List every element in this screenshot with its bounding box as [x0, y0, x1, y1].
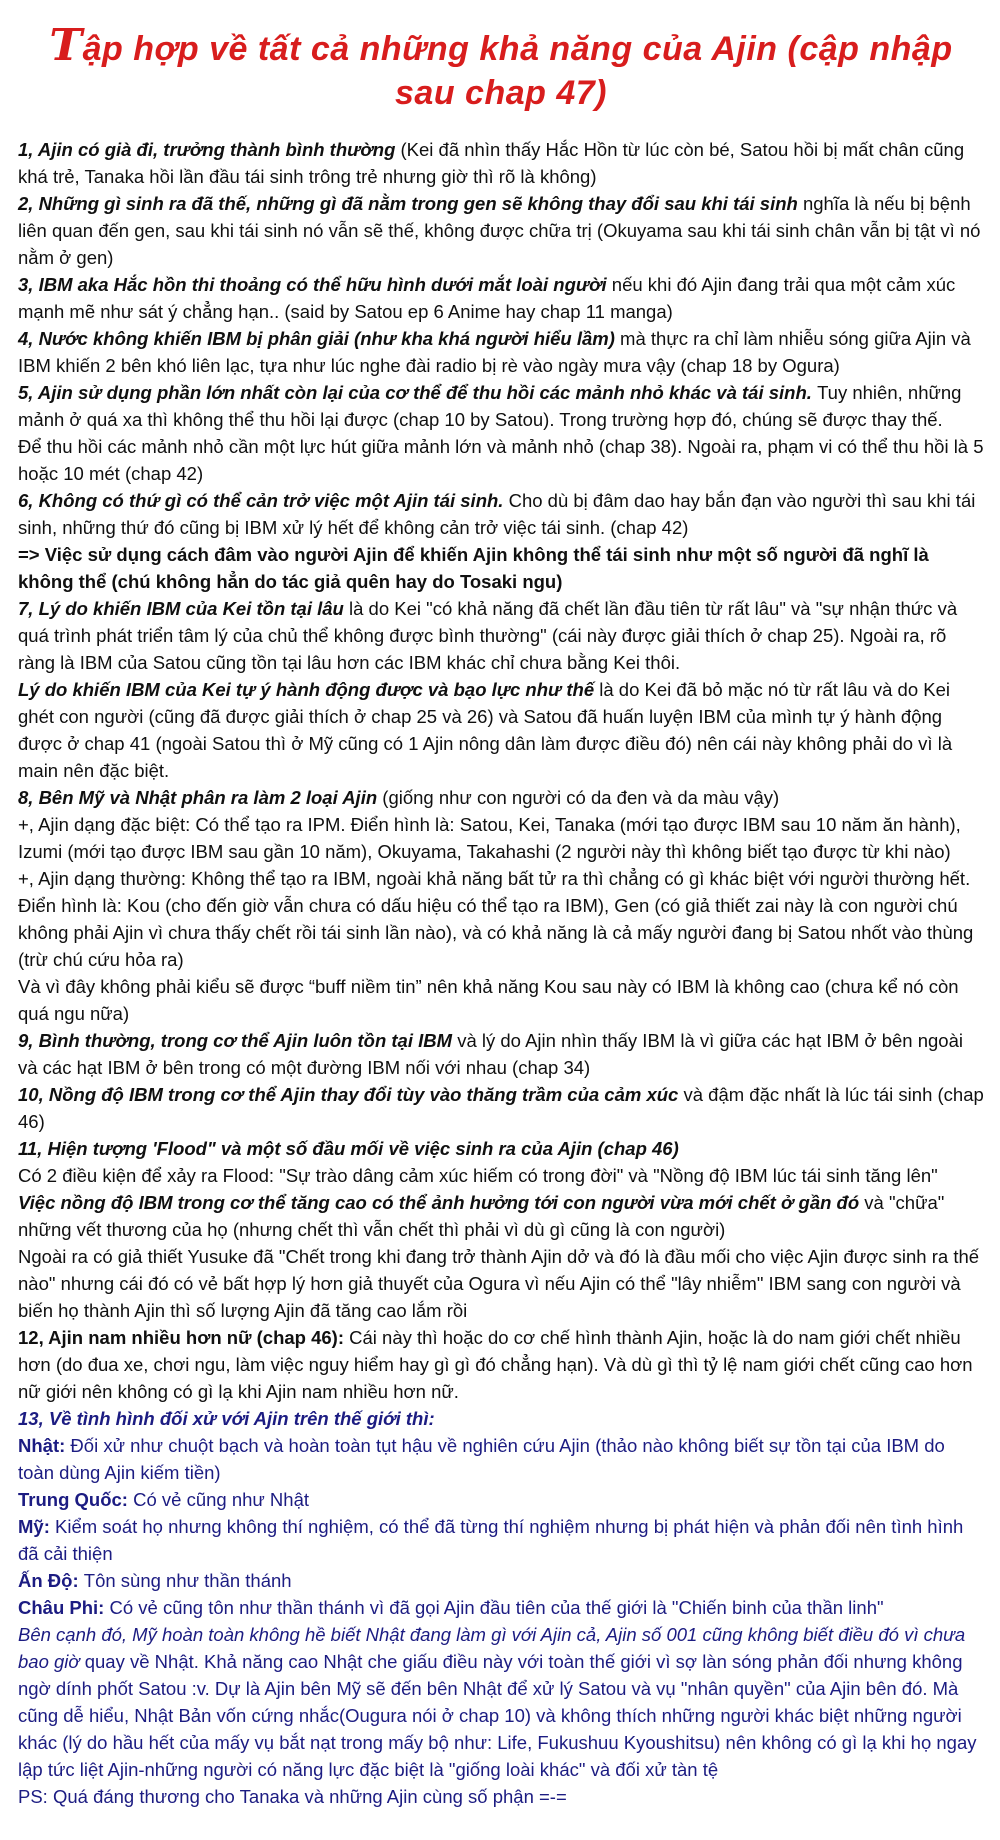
text-segment: là do Kei "có khả năng đã chết lần đầu tiên từ rất lâu" và "sự nhận thức và quá trình phát triển tâm lý của chủ thể không được bình thường" (cái này được giải thích ở chap 25). Ngoài ra, rõ ràng là IBM của Satou cũng tồn tại lâu hơn các IBM khác chỉ chưa bằng Kei thôi.: [18, 597, 958, 673]
text-segment: nghĩa là nếu bị bệnh liên quan đến gen, sau khi tái sinh nó vẫn sẽ thế, không được chữa trị (Okuyama sau khi tái sinh chân vẫn bị tật vì nó nằm ở gen): [18, 192, 981, 268]
text-paragraph: [18, 973, 984, 1027]
document-body: [18, 136, 984, 1810]
text-segment: PS: Quá đáng thương cho Tanaka và những Ajin cùng số phận =-=: [18, 1785, 567, 1807]
text-segment: Châu Phi:: [18, 1596, 110, 1618]
text-paragraph: [18, 1162, 984, 1189]
text-segment: Đối xử như chuột bạch và hoàn toàn tụt hậu về nghiên cứu Ajin (thảo nào không biết sự tồn tại của IBM do toàn dùng Ajin kiếm tiền): [18, 1434, 945, 1483]
text-paragraph: [18, 136, 984, 190]
text-segment: mà thực ra chỉ làm nhiễu sóng giữa Ajin và IBM khiến 2 bên khó liên lạc, tựa như lúc nghe đài radio bị rè vào ngày mưa vậy (chap 18 by Ogura): [18, 327, 971, 376]
text-segment: Kiểm soát họ nhưng không thí nghiệm, có thể đã từng thí nghiệm nhưng bị phát hiện và phản đối nên tình hình đã cải thiện: [18, 1515, 964, 1564]
text-segment: Và vì đây không phải kiểu sẽ được “buff niềm tin” nên khả năng Kou sau này có IBM là không cao (chưa kể nó còn quá ngu nữa): [18, 975, 959, 1024]
text-segment: 6, Không có thứ gì có thể cản trở việc một Ajin tái sinh.: [18, 489, 509, 511]
text-segment: 4, Nước không khiến IBM bị phân giải (như kha khá người hiểu lầm): [18, 327, 621, 349]
text-paragraph: [18, 541, 984, 595]
text-paragraph: [18, 487, 984, 541]
text-segment: Cái này thì hoặc do cơ chế hình thành Ajin, hoặc là do nam giới chết nhiều hơn (do đua xe, chơi ngu, làm việc nguy hiểm hay gì gì đó chẳng hạn). Và dù gì thì tỷ lệ nam giới chết cũng cao hơn nữ giới nên không có gì lạ khi Ajin nam nhiều hơn nữ.: [18, 1326, 973, 1402]
text-paragraph: [18, 1135, 984, 1162]
text-segment: => Việc sử dụng cách đâm vào người Ajin để khiến Ajin không thể tái sinh như một số người đã nghĩ là không thể (chú không hẳn do tác giả quên hay do Tosaki ngu): [18, 543, 929, 592]
text-segment: Mỹ:: [18, 1515, 55, 1537]
text-segment: và lý do Ajin nhìn thấy IBM là vì giữa các hạt IBM ở bên ngoài và các hạt IBM ở bên trong có một đường IBM nối với nhau (chap 34): [18, 1029, 963, 1078]
text-segment: 5, Ajin sử dụng phần lớn nhất còn lại của cơ thể để thu hồi các mảnh nhỏ khác và tái sinh.: [18, 381, 818, 403]
text-segment: Tuy nhiên, những mảnh ở quá xa thì không thể thu hồi lại được (chap 10 by Satou). Trong trường hợp đó, chúng sẽ được thay thế.: [18, 381, 962, 430]
text-paragraph: [18, 676, 984, 784]
text-segment: (giống như con người có da đen và da màu vậy): [382, 786, 780, 808]
title-initial: T: [49, 20, 83, 71]
text-segment: 8, Bên Mỹ và Nhật phân ra làm 2 loại Ajin: [18, 786, 383, 808]
text-segment: 1, Ajin có già đi, trưởng thành bình thường: [18, 138, 401, 160]
text-segment: Bên cạnh đó, Mỹ hoàn toàn không hề biết Nhật đang làm gì với Ajin cả, Ajin số 001 cũng không biết điều đó vì chưa bao giờ: [18, 1623, 966, 1672]
text-paragraph: [18, 595, 984, 676]
text-segment: 11, Hiện tượng 'Flood" và một số đầu mối về việc sinh ra của Ajin (chap 46): [18, 1137, 679, 1159]
text-paragraph: [18, 379, 984, 433]
text-segment: Việc nồng độ IBM trong cơ thể tăng cao có thể ảnh hưởng tới con người vừa mới chết ở gần đó: [18, 1191, 865, 1213]
text-segment: 3, IBM aka Hắc hồn thi thoảng có thể hữu hình dưới mắt loài người: [18, 273, 612, 295]
text-paragraph: [18, 271, 984, 325]
text-paragraph: [18, 433, 984, 487]
text-segment: 13, Về tình hình đối xử với Ajin trên thế giới thì:: [18, 1407, 435, 1429]
text-paragraph: [18, 1513, 984, 1567]
text-paragraph: [18, 1027, 984, 1081]
text-segment: Có vẻ cũng như Nhật: [133, 1488, 310, 1510]
text-segment: Lý do khiến IBM của Kei tự ý hành động được và bạo lực như thế: [18, 678, 600, 700]
text-segment: Có 2 điều kiện để xảy ra Flood: "Sự trào dâng cảm xúc hiếm có trong đời" và "Nồng độ IBM lúc tái sinh tăng lên": [18, 1164, 938, 1186]
text-segment: Trung Quốc:: [18, 1488, 134, 1510]
text-segment: +, Ajin dạng đặc biệt: Có thể tạo ra IPM. Điển hình là: Satou, Kei, Tanaka (mới tạo được IBM sau 10 năm ăn hành), Izumi (mới tạo được IBM sau gần 10 năm), Okuyama, Takahashi (2 người này thì không biết tạo được từ khi nào): [18, 813, 961, 862]
text-paragraph: [18, 1783, 984, 1810]
text-segment: Tôn sùng như thần thánh: [83, 1569, 292, 1591]
text-paragraph: [18, 811, 984, 865]
text-paragraph: [18, 190, 984, 271]
text-paragraph: [18, 1567, 984, 1594]
text-paragraph: [18, 1189, 984, 1243]
text-paragraph: [18, 1486, 984, 1513]
text-segment: Cho dù bị đâm dao hay bắn đạn vào người thì sau khi tái sinh, những thứ đó cũng bị IBM xử lý hết để không cản trở việc tái sinh. (chap 42): [18, 489, 976, 538]
text-segment: 2, Những gì sinh ra đã thế, những gì đã nằm trong gen sẽ không thay đổi sau khi tái sinh: [18, 192, 803, 214]
text-segment: và "chữa" những vết thương của họ (nhưng chết thì vẫn chết thì phải vì dù gì cũng là con người): [18, 1191, 945, 1240]
text-segment: +, Ajin dạng thường: Không thể tạo ra IBM, ngoài khả năng bất tử ra thì chẳng có gì khác biệt với người thường hết. Điển hình là: Kou (cho đến giờ vẫn chưa có dấu hiệu có thể tạo ra IBM), Gen (có giả thiết zai này là con người chú không phải Ajin vì chưa thấy chết rồi tái sinh lần nào), và có khả năng là cả mấy người đang bị Satou nhốt vào thùng (trừ chú cứu hỏa ra): [18, 867, 974, 970]
text-segment: và đậm đặc nhất là lúc tái sinh (chap 46): [18, 1083, 984, 1132]
text-paragraph: [18, 1324, 984, 1405]
title-text: ập hợp về tất cả những khả năng của Ajin (cập nhập sau chap 47): [82, 30, 953, 112]
text-segment: 12, Ajin nam nhiều hơn nữ (chap 46):: [18, 1326, 350, 1348]
text-segment: Có vẻ cũng tôn như thần thánh vì đã gọi Ajin đầu tiên của thế giới là "Chiến binh của thần linh": [109, 1596, 884, 1618]
text-paragraph: [18, 1594, 984, 1621]
text-paragraph: [18, 865, 984, 973]
text-segment: 7, Lý do khiến IBM của Kei tồn tại lâu: [18, 597, 349, 619]
text-segment: 9, Bình thường, trong cơ thể Ajin luôn tồn tại IBM: [18, 1029, 458, 1051]
text-segment: (Kei đã nhìn thấy Hắc Hồn từ lúc còn bé, Satou hồi bị mất chân cũng khá trẻ, Tanaka hồi lần đầu tái sinh trông trẻ nhưng giờ thì rõ là không): [18, 138, 965, 187]
text-segment: Để thu hồi các mảnh nhỏ cần một lực hút giữa mảnh lớn và mảnh nhỏ (chap 38). Ngoài ra, phạm vi có thể thu hồi là 5 hoặc 10 mét (chap 42): [18, 435, 984, 484]
text-paragraph: [18, 325, 984, 379]
text-segment: Ngoài ra có giả thiết Yusuke đã "Chết trong khi đang trở thành Ajin dở và đó là đầu mối cho việc Ajin được sinh ra thế nào" nhưng cái đó có vẻ bất hợp lý hơn giả thuyết của Ogura vì nếu Ajin có thể "lây nhiễm" IBM sang con người và biến họ thành Ajin thì số lượng Ajin đã tăng cao lắm rồi: [18, 1245, 980, 1321]
text-segment: nếu khi đó Ajin đang trải qua một cảm xúc mạnh mẽ như sát ý chẳng hạn.. (said by Satou ep 6 Anime hay chap 11 manga): [18, 273, 956, 322]
text-paragraph: [18, 1621, 984, 1783]
text-segment: Ấn Độ:: [18, 1569, 84, 1591]
text-paragraph: [18, 1405, 984, 1432]
text-paragraph: [18, 784, 984, 811]
text-segment: là do Kei đã bỏ mặc nó từ rất lâu và do Kei ghét con người (cũng đã được giải thích ở chap 25 và 26) và Satou đã huấn luyện IBM của mình tự ý hành động được ở chap 41 (ngoài Satou thì ở Mỹ cũng có 1 Ajin nông dân làm được điều đó) nên cái này không phải do vì là main nên đặc biệt.: [18, 678, 953, 781]
text-segment: quay về Nhật. Khả năng cao Nhật che giấu điều này với toàn thế giới vì sợ làn sóng phản đối nhưng không ngờ dính phốt Satou :v. Dự là Ajin bên Mỹ sẽ đến bên Nhật để xử lý Satou và vụ "nhân quyền" của Ajin bên đó. Mà cũng dễ hiểu, Nhật Bản vốn cứng nhắc(Ougura nói ở chap 10) và không thích những người khác biệt những người khác (lý do hầu hết của mấy vụ bắt nạt trong mấy bộ như: Life, Fukushuu Kyoushitsu) nên không có gì lạ khi họ ngay lập tức liệt Ajin-những người có năng lực đặc biệt là "giống loài khác" và đối xử tàn tệ: [18, 1650, 977, 1780]
text-paragraph: [18, 1081, 984, 1135]
text-paragraph: [18, 1243, 984, 1324]
text-paragraph: [18, 1432, 984, 1486]
text-segment: Nhật:: [18, 1434, 71, 1456]
page-title: [18, 20, 984, 114]
text-segment: 10, Nồng độ IBM trong cơ thể Ajin thay đổi tùy vào thăng trầm của cảm xúc: [18, 1083, 684, 1105]
